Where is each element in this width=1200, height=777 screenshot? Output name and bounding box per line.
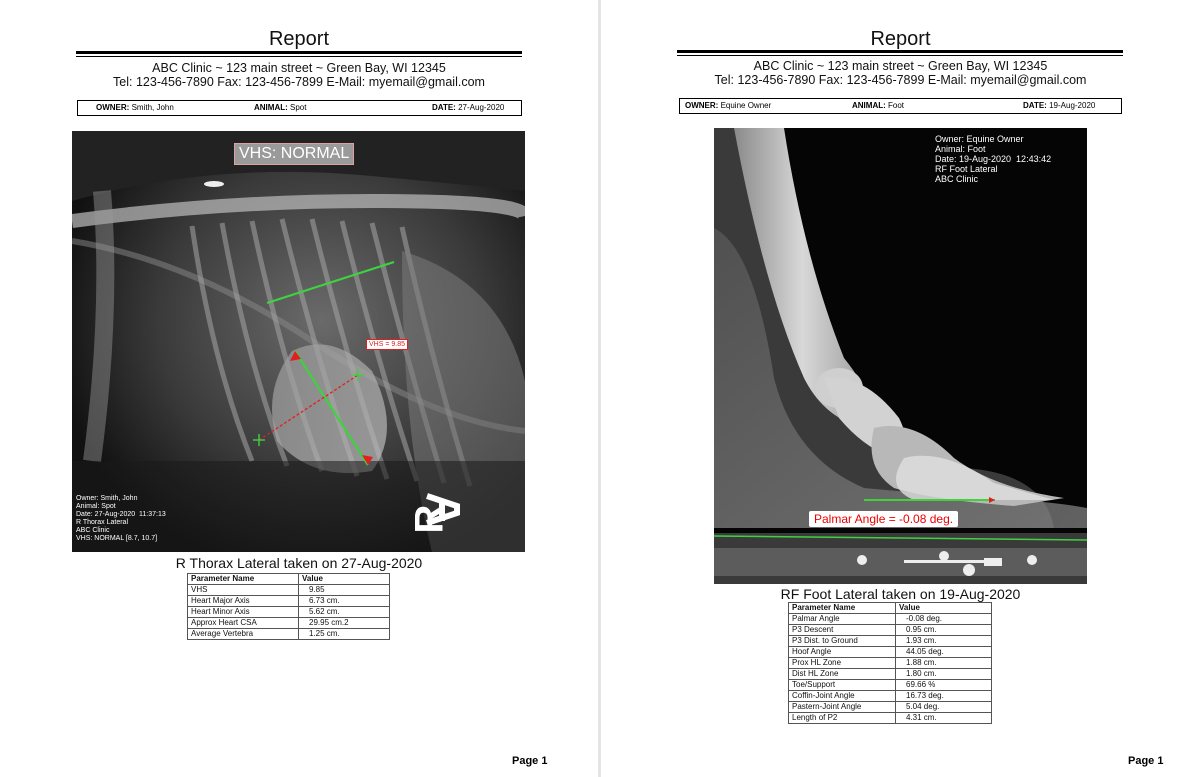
owner-label: OWNER: xyxy=(96,103,130,112)
param-value: 1.25 cm. xyxy=(299,629,390,640)
date-label: DATE: xyxy=(432,103,456,112)
date-label: DATE: xyxy=(1023,101,1047,110)
image-overlay-info: Owner: Smith, John Animal: Spot Date: 27-Aug-2020 11:37:13 R Thorax Lateral ABC Clinic VHS: NORMAL [8.7, 10.7] xyxy=(76,495,166,542)
param-value: 9.85 xyxy=(299,585,390,596)
clinic-contact: Tel: 123-456-7890 Fax: 123-456-7899 E-Mail: myemail@gmail.com xyxy=(714,73,1087,87)
patient-info-box xyxy=(679,98,1122,114)
report-title: Report xyxy=(268,28,330,50)
report-page-thorax xyxy=(0,0,598,777)
title-rule-thin xyxy=(76,56,522,57)
foot-radiograph[interactable] xyxy=(714,128,1087,584)
table-row xyxy=(789,680,992,691)
table-row xyxy=(188,618,390,629)
param-value: 16.73 deg. xyxy=(896,691,992,702)
clinic-contact: Tel: 123-456-7890 Fax: 123-456-7899 E-Mail: myemail@gmail.com xyxy=(113,75,485,89)
date-value: 19-Aug-2020 xyxy=(1049,101,1096,110)
param-value: 5.62 cm. xyxy=(299,607,390,618)
param-name: Dist HL Zone xyxy=(789,669,896,680)
side-marker-r: R xyxy=(407,504,452,534)
param-value: 4.31 cm. xyxy=(896,713,992,724)
table-row xyxy=(188,585,390,596)
param-name: Pastern-Joint Angle xyxy=(789,702,896,713)
param-name: Prox HL Zone xyxy=(789,658,896,669)
report-page-foot xyxy=(601,0,1200,777)
owner-label: OWNER: xyxy=(685,101,719,110)
param-header-name: Parameter Name xyxy=(789,603,896,614)
table-row xyxy=(789,614,992,625)
param-value: 44.05 deg. xyxy=(896,647,992,658)
table-row xyxy=(789,658,992,669)
animal-label: ANIMAL: xyxy=(852,101,886,110)
title-rule-thin xyxy=(677,55,1123,56)
radiograph-image xyxy=(72,131,525,552)
param-name: Approx Heart CSA xyxy=(188,618,299,629)
date-value: 27-Aug-2020 xyxy=(458,103,505,112)
animal-label: ANIMAL: xyxy=(254,103,288,112)
table-row xyxy=(789,702,992,713)
table-row xyxy=(789,625,992,636)
param-name: Heart Minor Axis xyxy=(188,607,299,618)
table-row xyxy=(188,596,390,607)
param-name: Average Vertebra xyxy=(188,629,299,640)
image-caption: R Thorax Lateral taken on 27-Aug-2020 xyxy=(175,555,423,571)
table-row xyxy=(789,669,992,680)
param-value: 69.66 % xyxy=(896,680,992,691)
page-number: Page 1 xyxy=(512,755,548,767)
report-title: Report xyxy=(870,28,931,50)
title-rule xyxy=(677,50,1123,53)
param-name: Hoof Angle xyxy=(789,647,896,658)
param-value: 0.95 cm. xyxy=(896,625,992,636)
vhs-status-banner: VHS: NORMAL xyxy=(234,143,354,165)
animal-value: Spot xyxy=(290,103,307,112)
param-value: 1.93 cm. xyxy=(896,636,992,647)
param-name: Toe/Support xyxy=(789,680,896,691)
param-name: Palmar Angle xyxy=(789,614,896,625)
param-value: -0.08 deg. xyxy=(896,614,992,625)
clinic-address: ABC Clinic ~ 123 main street ~ Green Bay, WI 12345 xyxy=(152,61,446,75)
param-name: Length of P2 xyxy=(789,713,896,724)
owner-value: Smith, John xyxy=(131,103,174,112)
param-header-value: Value xyxy=(896,603,992,614)
param-header-name: Parameter Name xyxy=(188,574,299,585)
param-header-value: Value xyxy=(299,574,390,585)
page-number: Page 1 xyxy=(1128,755,1164,767)
thorax-radiograph[interactable] xyxy=(72,131,525,552)
vhs-measure-label: VHS = 9.85 xyxy=(366,339,408,350)
table-row xyxy=(188,607,390,618)
param-name: P3 Descent xyxy=(789,625,896,636)
param-name: Heart Major Axis xyxy=(188,596,299,607)
clinic-address: ABC Clinic ~ 123 main street ~ Green Bay, WI 12345 xyxy=(753,59,1048,73)
table-row xyxy=(789,691,992,702)
palmar-angle-label: Palmar Angle = -0.08 deg. xyxy=(809,511,958,527)
table-row xyxy=(789,647,992,658)
table-row xyxy=(789,636,992,647)
param-name: VHS xyxy=(188,585,299,596)
param-name: P3 Dist. to Ground xyxy=(789,636,896,647)
param-value: 1.80 cm. xyxy=(896,669,992,680)
param-value: 6.73 cm. xyxy=(299,596,390,607)
param-value: 29.95 cm.2 xyxy=(299,618,390,629)
table-row xyxy=(789,713,992,724)
param-value: 5.04 deg. xyxy=(896,702,992,713)
parameter-table xyxy=(788,602,992,724)
title-rule xyxy=(76,51,522,54)
image-caption: RF Foot Lateral taken on 19-Aug-2020 xyxy=(780,586,1021,602)
owner-value: Equine Owner xyxy=(720,101,772,110)
patient-info-box xyxy=(77,100,522,116)
param-value: 1.88 cm. xyxy=(896,658,992,669)
parameter-table xyxy=(187,573,390,640)
table-row xyxy=(188,629,390,640)
animal-value: Foot xyxy=(888,101,905,110)
param-name: Coffin-Joint Angle xyxy=(789,691,896,702)
image-overlay-info: Owner: Equine Owner Animal: Foot Date: 19-Aug-2020 12:43:42 RF Foot Lateral ABC Clinic xyxy=(935,134,1052,184)
